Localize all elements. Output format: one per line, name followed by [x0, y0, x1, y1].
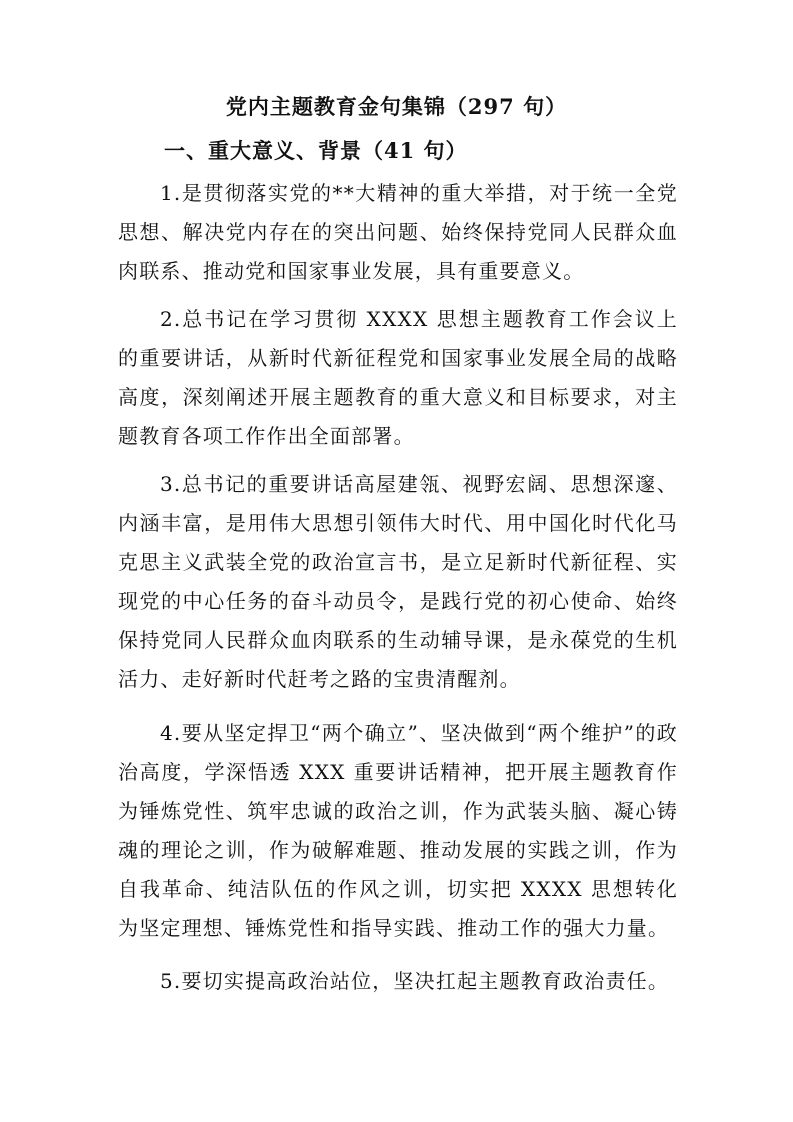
- paragraph-1: 1.是贯彻落实党的**大精神的重大举措，对于统一全党思想、解决党内存在的突出问题、始终保持党同人民群众血肉联系、推动党和国家事业发展，具有重要意义。: [118, 181, 678, 283]
- paragraph-2: 2.总书记在学习贯彻 XXXX 思想主题教育工作会议上的重要讲话，从新时代新征程党和国家事业发展全局的战略高度，深刻阐述开展主题教育的重大意义和目标要求，对主题教育各项工作作出全面部署。: [118, 307, 678, 448]
- paragraph-5: 5.要切实提高政治站位，坚决扛起主题教育政治责任。: [160, 969, 670, 993]
- paragraph-3: 3.总书记的重要讲话高屋建瓴、视野宏阔、思想深邃、内涵丰富，是用伟大思想引领伟大时代、用中国化时代化马克思主义武装全党的政治宣言书，是立足新时代新征程、实现党的中心任务的奋斗动员令，是践行党的初心使命、始终保持党同人民群众血肉联系的生动辅导课，是永葆党的生机活力、走好新时代赶考之路的宝贵清醒剂。: [118, 472, 678, 691]
- document-title: 党内主题教育金句集锦（297 句）: [225, 94, 568, 119]
- section-heading: 一、重大意义、背景（41 句）: [164, 138, 468, 163]
- paragraph-4: 4.要从坚定捍卫“两个确立”、坚决做到“两个维护”的政治高度，学深悟透 XXX 重要讲话精神，把开展主题教育作为锤炼党性、筑牢忠诚的政治之训，作为武装头脑、凝心铸魂的理论之训，作为破解难题、推动发展的实践之训，作为自我革命、纯洁队伍的作风之训，切实把 XXXX 思想转化为坚定理想、锤炼党性和指导实践、推动工作的强大力量。: [118, 721, 678, 940]
